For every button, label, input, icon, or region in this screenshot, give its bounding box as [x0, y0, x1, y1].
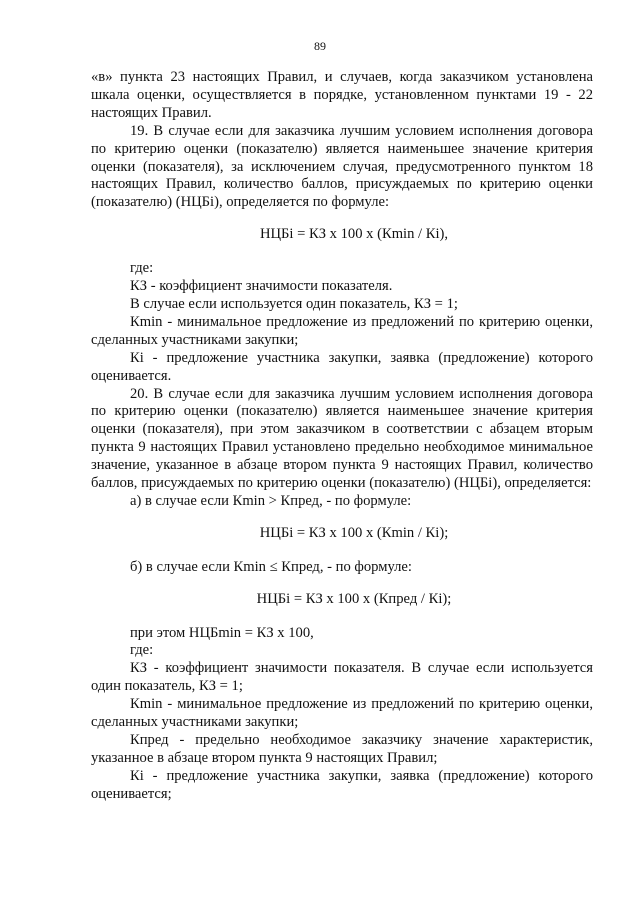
min-score-line: при этом НЦБmin = КЗ х 100,: [130, 624, 314, 641]
formula-1: НЦБi = КЗ х 100 х (Кmin / Кi),: [259, 226, 449, 243]
definition-ki-2: Кi - предложение участника закупки, заявка (предложение) которого оценивается;: [91, 767, 593, 802]
definition-kz: КЗ - коэффициент значимости показателя.: [130, 278, 393, 295]
definition-kz-2: КЗ - коэффициент значимости показателя. В случае если используется один показатель, КЗ = 1;: [91, 660, 593, 695]
formula-2: НЦБi = КЗ х 100 х (Кmin / Кi);: [259, 524, 449, 541]
definition-kmin: Кmin - минимальное предложение из предложений по критерию оценки, сделанных участниками закупки;: [91, 313, 593, 348]
case-a: а) в случае если Кmin > Кпред, - по формуле:: [130, 492, 412, 509]
paragraph-20: 20. В случае если для заказчика лучшим условием исполнения договора по критерию оценки (показателю) является наименьшее значение критерия оценки (показателя), при этом заказчиком в соответствии с абзацем вторым пункта 9 настоящих Правил установлено предельно необходимое минимальное значение, указанное в абзаце втором пункта 9 настоящих Правил, количество баллов, присуждаемых по критерию оценки (показателю) (НЦБi), определяется:: [91, 385, 593, 492]
definition-ki: Кi - предложение участника закупки, заявка (предложение) которого оценивается.: [91, 349, 593, 384]
where-label: где:: [130, 260, 154, 277]
definition-kmin-2: Кmin - минимальное предложение из предложений по критерию оценки, сделанных участниками закупки;: [91, 696, 593, 731]
case-b: б) в случае если Кmin ≤ Кпред, - по формуле:: [130, 558, 412, 575]
paragraph-19: 19. В случае если для заказчика лучшим условием исполнения договора по критерию оценки (показателю) является наименьшее значение критерия оценки (показателя), за исключением случая, предусмотренного пунктом 18 настоящих Правил, количество баллов, присуждаемых по критерию оценки (показателю) (НЦБi), определяется по формуле:: [91, 122, 593, 211]
definition-kpred: Кпред - предельно необходимое заказчику значение характеристик, указанное в абзаце втором пункта 9 настоящих Правил;: [91, 732, 593, 766]
page-number: 89: [314, 39, 326, 53]
definition-kz-single: В случае если используется один показатель, КЗ = 1;: [130, 295, 458, 312]
paragraph-continuation: «в» пункта 23 настоящих Правил, и случаев, когда заказчиком установлена шкала оценки, осуществляется в порядке, установленном пунктами 19 - 22 настоящих Правил.: [91, 69, 593, 121]
formula-3: НЦБi = КЗ х 100 х (Кпред / Кi);: [256, 590, 452, 607]
document-body: [91, 69, 593, 804]
where-label-2: где:: [130, 642, 154, 659]
